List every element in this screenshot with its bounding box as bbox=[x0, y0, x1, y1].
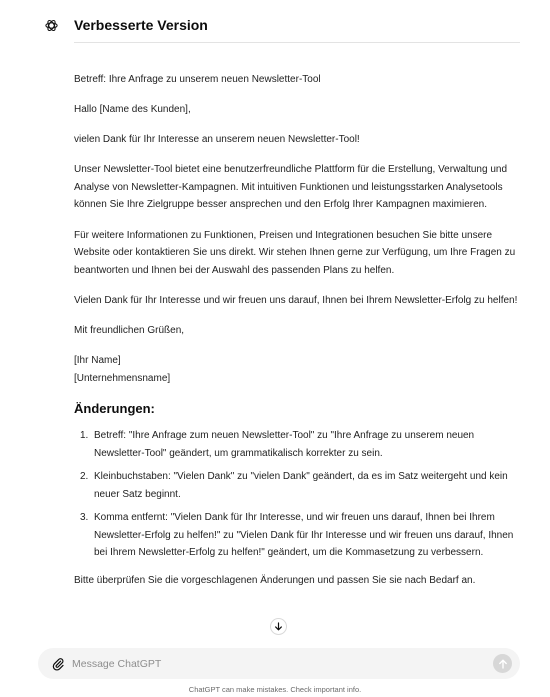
paperclip-icon bbox=[52, 657, 64, 671]
arrow-down-icon bbox=[274, 622, 283, 631]
assistant-message bbox=[74, 71, 520, 602]
header-divider bbox=[74, 42, 520, 43]
email-thanks: vielen Dank für Ihr Interesse an unserem neuen Newsletter-Tool! bbox=[74, 134, 360, 146]
list-item-number: 3. bbox=[80, 512, 89, 524]
email-greeting: Hallo [Name des Kunden], bbox=[74, 104, 191, 116]
message-header bbox=[0, 0, 550, 44]
changes-closing-note: Bitte überprüfen Sie die vorgeschlagenen Änderungen und passen Sie sie nach Bedarf an. bbox=[74, 574, 476, 586]
scroll-to-bottom-button[interactable] bbox=[270, 618, 287, 635]
list-item bbox=[74, 468, 520, 503]
arrow-up-icon bbox=[498, 659, 508, 669]
page-title: Verbesserte Version bbox=[74, 17, 208, 33]
email-subject: Betreff: Ihre Anfrage zu unserem neuen Newsletter-Tool bbox=[74, 74, 321, 85]
changes-heading: Änderungen: bbox=[74, 401, 155, 417]
list-item-text: Kleinbuchstaben: "Vielen Dank" zu "vielen Dank" geändert, da es im Satz weitergeht und kein neuer Satz beginnt. bbox=[94, 471, 508, 500]
list-item-number: 2. bbox=[80, 471, 89, 483]
message-input[interactable] bbox=[72, 653, 482, 674]
signature-company: [Unternehmensname] bbox=[74, 372, 171, 384]
list-item bbox=[74, 509, 520, 562]
list-item-text: Betreff: "Ihre Anfrage zum neuen Newsletter-Tool" zu "Ihre Anfrage zu unserem neuen Newsletter-Tool" geändert, um grammatikalisch korrekter zu sein. bbox=[94, 430, 475, 459]
attach-button[interactable] bbox=[50, 655, 66, 672]
list-item-number: 1. bbox=[80, 430, 89, 442]
email-signature bbox=[74, 352, 520, 387]
list-item-text: Komma entfernt: "Vielen Dank für Ihr Interesse, und wir freuen uns darauf, Ihnen bei Ihrem Newsletter-Erfolg zu helfen!" zu "Vielen Dank für Ihr Interesse und wir freuen uns darauf, Ihnen bei Ihrem Newsletter-Erfolg zu helfen!" geändert, um die Kommasetzung zu verbessern. bbox=[94, 512, 514, 559]
email-paragraph: Vielen Dank für Ihr Interesse und wir freuen uns darauf, Ihnen bei Ihrem Newsletter-Erfolg zu helfen! bbox=[74, 294, 518, 306]
list-item bbox=[74, 427, 520, 462]
footer-disclaimer: ChatGPT can make mistakes. Check important info. bbox=[188, 685, 362, 694]
changes-list bbox=[74, 427, 520, 562]
email-paragraph: Für weitere Informationen zu Funktionen, Preisen und Integrationen besuchen Sie bitte unsere Website oder kontaktieren Sie uns direkt. Wir stehen Ihnen gerne zur Verfügung, um Ihre Fragen zu beantworten und Ihnen bei der Auswahl des passenden Plans zu helfen. bbox=[74, 229, 516, 276]
message-composer bbox=[38, 648, 520, 679]
signature-name: [Ihr Name] bbox=[74, 355, 121, 367]
send-button[interactable] bbox=[493, 654, 512, 673]
chatgpt-logo-icon bbox=[44, 18, 59, 33]
email-paragraph: Unser Newsletter-Tool bietet eine benutzerfreundliche Plattform für die Erstellung, Verwaltung und Analyse von Newsletter-Kampagnen. Mit intuitiven Funktionen und leistungsstarken Analysetools können Sie Ihre Zielgruppe besser ansprechen und den Erfolg Ihrer Kampagnen maximieren. bbox=[74, 164, 508, 211]
email-closing: Mit freundlichen Grüßen, bbox=[74, 324, 185, 336]
